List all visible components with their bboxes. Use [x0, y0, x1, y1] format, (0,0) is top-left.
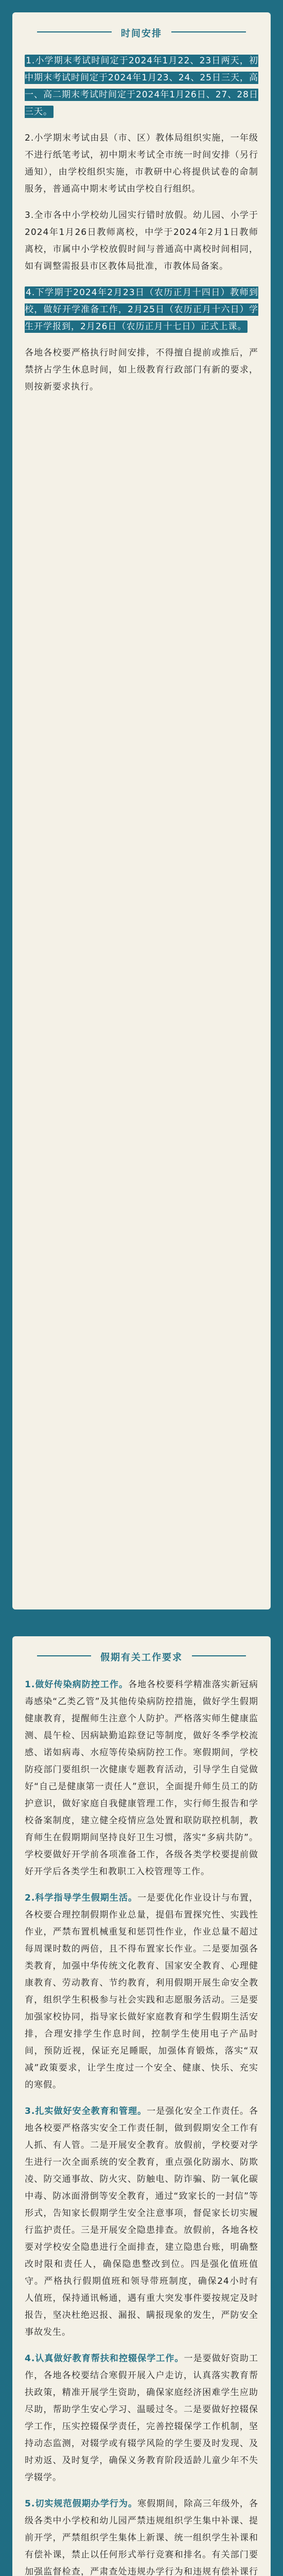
requirement-1-title: 1.做好传染病防控工作。: [25, 1680, 129, 1690]
requirement-2-title: 2.科学指导学生假期生活。: [25, 1893, 138, 1903]
requirement-5-body: 寒假期间，除高三年级外，各级各类中小学校和幼儿园严禁违规组织学生集中补课、提前开学，严禁组织学生集体上新课、统一组织学生补课和有偿补课，禁止以任何形式举行竞赛和排名。有关部门要加强监督检查，严肃查处违规办学行为和违规有偿补课行: [25, 2499, 258, 2576]
schedule-item-5: 各地各校要严格执行时间安排，不得擅自提前或推后，严禁挤占学生休息时间，如上级教育行政部门有新的要求，则按新要求执行。: [25, 348, 258, 392]
requirements-content: [25, 1676, 258, 2576]
schedule-heading: [12, 25, 271, 41]
semester-start-text: 4.下学期于2024年2月23日（农历正月十四日）教师到校，做好开学准备工作，2月25日（农历正月十六日）学生开学报到，2月26日（农历正月十七日）正式上课。: [25, 287, 258, 332]
requirement-item-4: [25, 2350, 258, 2486]
requirement-1-body: 各地各校要科学精准落实新冠病毒感染“乙类乙管”及其他传染病防控措施，做好学生假期健康教育，提醒师生注意个人防护。严格落实师生健康监测、晨午检、因病缺勤追踪登记等制度，做好冬季学校流感、诺如病毒、水痘等传染病防控工作。寒假期间，学校防疫部门要组织一次健康专题教育活动，引导学生自觉做好“自己是健康第一责任人”意识，全面提升师生员工的防护意识，做好家庭自我健康管理工作，实行师生报告和学校备案制度，建立健全疫情应急处置和联防联控机制，教育师生在假期期间坚持良好卫生习惯，落实“多病共防”。学校要做好开学前各项准备工作，各级各类学校要提前做好开学后各类学生和教职工入校管理等工作。: [25, 1680, 259, 1877]
requirement-4-body: 一是要做好资助工作，各地各校要结合寒假开展入户走访，认真落实教育帮扶政策，精准开展学生资助，确保家庭经济困难学生应助尽助，帮助学生安心学习、温暖过冬。二是要做好控辍保学工作，压实控辍保学责任，完善控辍保学工作机制，坚持动态监测，对辍学或有辍学风险的学生要及时发现、及时劝返、及时复学，确保义务教育阶段适龄儿童少年不失学辍学。: [25, 2353, 258, 2483]
exam-dates-text: 1.小学期末考试时间定于2024年1月22、23日两天，初中期末考试时间定于2024年1月23、24、25日三天，高一、高二期末考试时间定于2024年1月26日、27、28日三天。: [25, 56, 258, 117]
requirement-item-2: [25, 1890, 258, 2094]
schedule-content: [25, 53, 258, 405]
schedule-item-3: 3.全市各中小学校幼儿园实行错时放假。幼儿园、小学于2024年1月26日教师离校，中学于2024年2月1日教师离校，市属中小学校放假时间与普通高中离校时间相同，如有调整需报县市区教体局批准，市教体局备案。: [25, 210, 258, 272]
requirement-item-3: [25, 2103, 258, 2341]
requirement-3-body: 一是强化安全工作责任。各地各校要严格落实安全工作责任制，做到假期安全工作有人抓、有人管。二是开展安全教育。放假前，学校要对学生进行一次全面系统的安全教育，重点强化防溺水、防欺凌、防交通事故、防火灾、防触电、防诈骗、防一氧化碳中毒、防冰面滑倒等安全教育，通过“致家长的一封信”等形式，告知家长假期学生安全注意事项，督促家长切实履行监护责任。三是开展安全隐患排查。放假前，各地各校要对学校安全隐患进行全面排查，建立隐患台账，明确整改时限和责任人，确保隐患整改到位。四是强化值班值守。严格执行假期值班和领导带班制度，确保24小时有人值班，保持通讯畅通，遇有重大突发事件要按规定及时报告，坚决杜绝迟报、漏报、瞒报现象的发生，严防安全事故发生。: [25, 2106, 258, 2337]
requirement-4-title: 4.认真做好教育帮扶和控辍保学工作。: [25, 2353, 184, 2364]
schedule-heading-label: 时间安排: [112, 25, 171, 41]
requirement-2-body: 一是要优化作业设计与布置，各校要合理控制假期作业总量，提倡布置探究性、实践性作业，严禁布置机械重复和惩罚性作业，作业总量不超过每周课时数的两倍，且不得布置家长作业。二是要加强各类教育，加强中华传统文化教育、国家安全教育、心理健康教育、劳动教育、节约教育，利用假期开展生命安全教育，组织学生积极参与社会实践和志愿服务活动。三是要加强家校协同，指导家长做好家庭教育和学生假期生活安排，合理安排学生作息时间，控制学生使用电子产品时间，预防近视，保证充足睡眠，加强体育锻炼，落实“双减”政策要求，让学生度过一个安全、健康、快乐、充实的寒假。: [25, 1893, 258, 2090]
schedule-item-4: [25, 284, 258, 335]
requirements-heading: [12, 1649, 271, 1665]
requirement-item-5: [25, 2496, 258, 2576]
requirement-5-title: 5.切实规范假期办学行为。: [25, 2499, 138, 2509]
requirement-item-1: [25, 1676, 258, 1880]
schedule-item-2: 2.小学期末考试由县（市、区）教体局组织实施，一年级不进行纸笔考试，初中期末考试全市统一时间安排（另行通知），由学校组织实施，市教研中心将提供试卷的命制服务，普通高中期末考试由学校自行组织。: [25, 133, 258, 194]
schedule-card: [12, 12, 271, 1609]
requirements-heading-label: 假期有关工作要求: [91, 1649, 192, 1665]
schedule-item-1: [25, 53, 258, 121]
requirement-3-title: 3.扎实做好安全教育和管理。: [25, 2106, 147, 2116]
requirements-card: [12, 1636, 271, 2576]
